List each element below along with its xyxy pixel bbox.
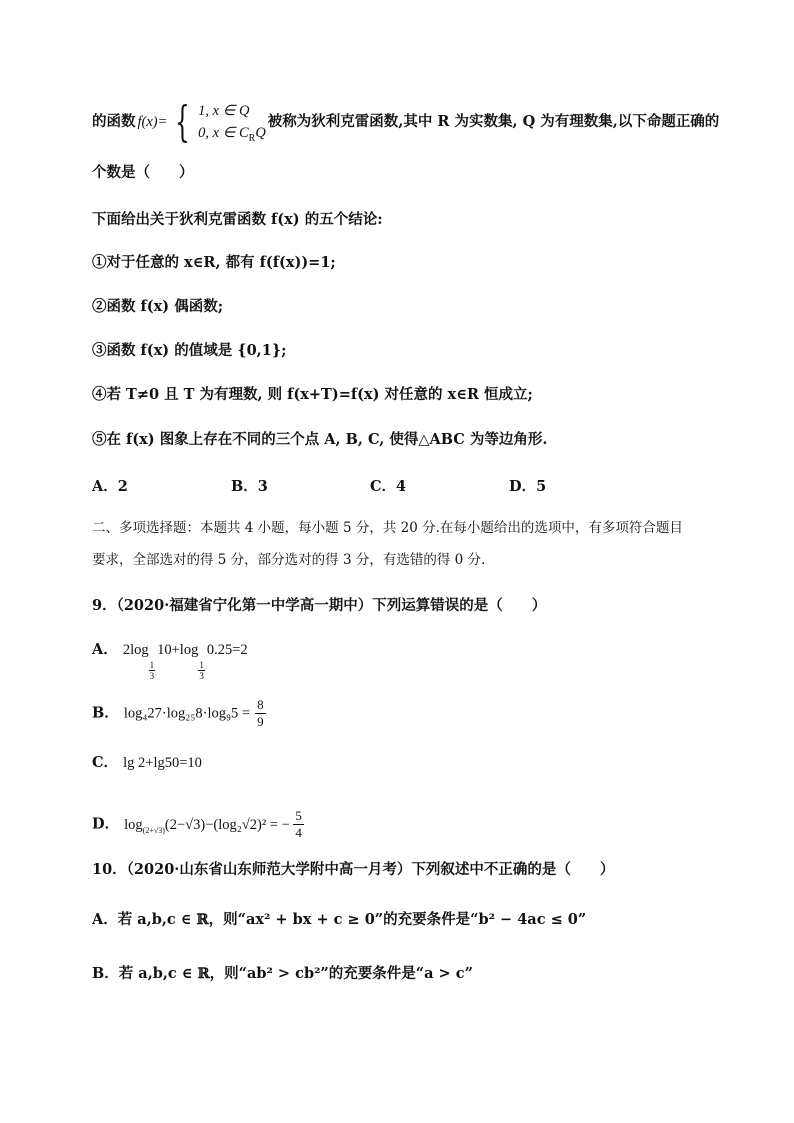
q10-option-b[interactable]: B．若 a,b,c ∈ ℝ，则“ab² > cb²”的充要条件是“a > c” (92, 965, 473, 982)
q9-option-a[interactable]: A． 2log $\frac{1}{3}$ 10+log $\frac{1}{3}$ 0.25=2 (92, 641, 248, 681)
section2-instructions-line-2: 要求，全部选对的得 5 分，部分选对的得 3 分，有选错的得 0 分. (92, 552, 486, 568)
q8-statement-2: ②函数 f(x) 偶函数; (92, 298, 224, 315)
q10-option-a[interactable]: A．若 a,b,c ∈ ℝ，则“ax² + bx + c ≥ 0”的充要条件是“b² − 4ac ≤ 0” (92, 911, 587, 928)
q8-function-name: f(x)= (137, 114, 168, 130)
q8-intro-suffix: 被称为狄利克雷函数,其中 R 为实数集, Q 为有理数集,以下命题正确的 (267, 113, 720, 130)
q10-stem: 10．（2020·山东省山东师范大学附中高一月考）下列叙述中不正确的是（ ） (92, 861, 615, 878)
fraction-5-4: $\frac{5}{4}$ (295, 808, 302, 840)
q8-intro-prefix: 的函数 (92, 113, 136, 130)
q8-definition-line (92, 97, 720, 146)
q9-option-c[interactable]: C． lg 2+lg50=10 (92, 754, 202, 771)
q8-option-b[interactable]: B．3 (231, 478, 268, 495)
q8-statement-1: ①对于任意的 x∈R, 都有 f(f(x))=1; (92, 254, 336, 271)
q8-case-1: 1, x ∈ Q (198, 103, 250, 119)
q8-statement-5: ⑤在 f(x) 图象上存在不同的三个点 A, B, C, 使得△ABC 为等边角形. (92, 431, 548, 448)
left-brace: { (175, 97, 191, 146)
q8-case-2: 0, x ∈ $C_RQ$ (198, 125, 266, 144)
q9-option-d[interactable]: D． $\log_{(2+√3)}(2-√3)-(\log_2√2)^2$ = − $\frac{5}{4}$ (92, 808, 302, 840)
q8-statement-3: ③函数 f(x) 的值域是 {0,1}; (92, 342, 287, 359)
q9-option-b[interactable]: B． log₄27·log₂₅8·log₉5 = $\frac{8}{9}$ (92, 697, 264, 729)
q8-statement-4: ④若 T≠0 且 T 为有理数, 则 f(x+T)=f(x) 对任意的 x∈R 恒成立; (92, 386, 533, 403)
q8-option-a[interactable]: A．2 (92, 478, 128, 495)
q8-option-c[interactable]: C．4 (370, 478, 407, 495)
q9-stem: 9．（2020·福建省宁化第一中学高一期中）下列运算错误的是（ ） (92, 597, 547, 614)
q8-option-d[interactable]: D．5 (509, 478, 547, 495)
fraction-8-9: $\frac{8}{9}$ (257, 697, 264, 729)
q8-conclusions-intro: 下面给出关于狄利克雷函数 f(x) 的五个结论: (92, 211, 383, 228)
section2-instructions-line-1: 二、多项选择题：本题共 4 小题，每小题 5 分，共 20 分.在每小题给出的选项中，有多项符合题目 (92, 520, 683, 536)
q8-piecewise-cases (198, 100, 266, 144)
q8-line-2: 个数是（ ） (92, 164, 194, 181)
